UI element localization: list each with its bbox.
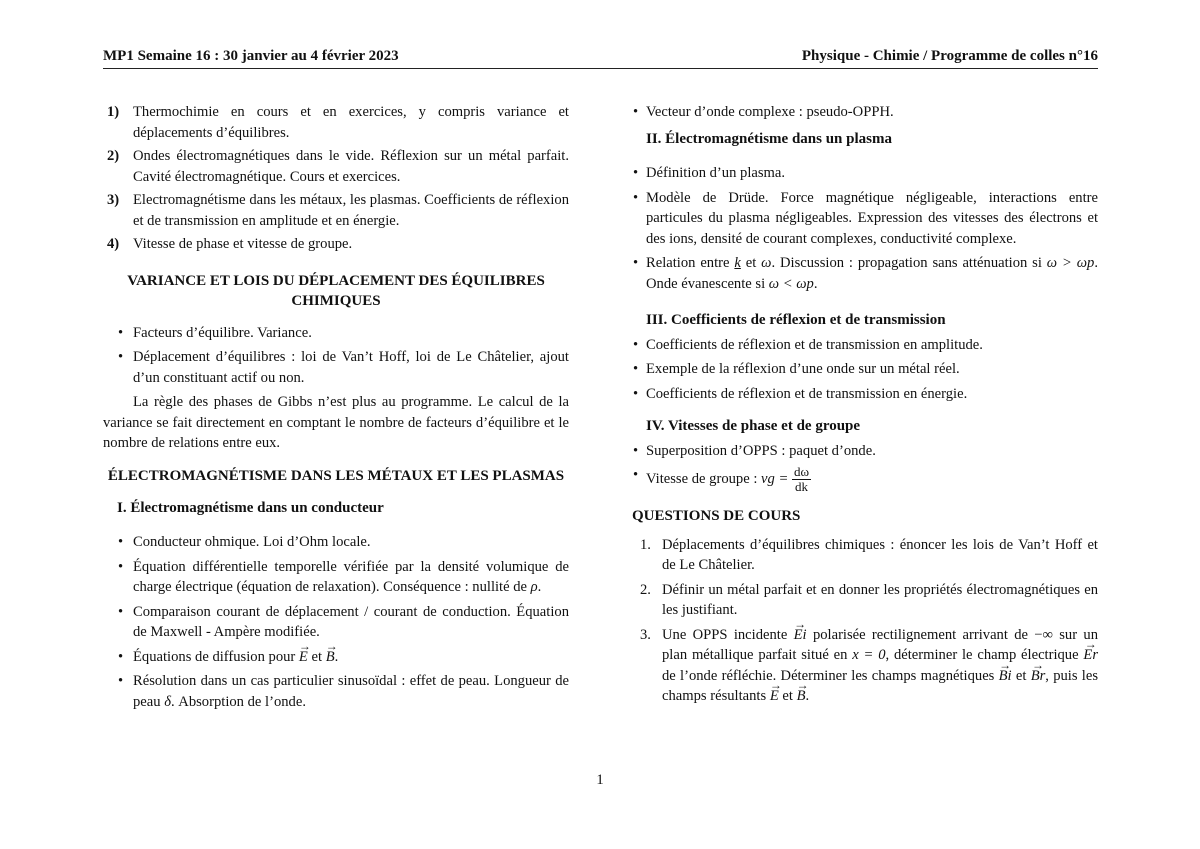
vector-Er: → Er xyxy=(1083,645,1098,666)
list-item: • Facteurs d’équilibre. Variance. xyxy=(103,323,569,344)
list-item: • Coefficients de réflexion et de transmission en amplitude. xyxy=(632,335,1098,356)
group-velocity-fraction: $\frac{d\omega}{dk}$ xyxy=(793,464,810,494)
vector-B-result: → B xyxy=(797,686,806,707)
question-item: 3. Une OPPS incidente → Ei polarisée rectilignement arrivant de −∞ sur un plan métallique parfait situé en x = 0, déterminer le champ électrique → Er de l’onde réfléchie. Déterminer les champs magnétiques → Bi et → Br, puis les champs résultants → E et → B. xyxy=(632,625,1098,707)
page-number: 1 xyxy=(596,772,604,788)
variance-list xyxy=(103,323,569,389)
subsection-conductor: I. Électromagnétisme dans un conducteur xyxy=(117,499,384,516)
page-header xyxy=(103,46,1098,69)
list-item: • Déplacement d’équilibres : loi de Van’t Hoff, loi de Le Châtelier, ajout d’un constituant actif ou non. xyxy=(103,347,569,388)
list-item: • Résolution dans un cas particulier sinusoïdal : effet de peau. Longueur de peau δ. Absorption de l’onde. xyxy=(103,671,569,712)
program-item: 3) Electromagnétisme dans les métaux, les plasmas. Coefficients de réflexion et de transmission en amplitude et en énergie. xyxy=(107,192,569,229)
program-item: 4) Vitesse de phase et vitesse de groupe. xyxy=(107,236,353,252)
list-item: • Vecteur d’onde complexe : pseudo-OPPH. xyxy=(632,102,1098,123)
vector-B: → B xyxy=(326,647,335,668)
plasma-list xyxy=(632,163,1098,294)
list-item: • Relation entre k et ω. Discussion : propagation sans atténuation si ω > ωp. Onde évanescente si ω < ωp. xyxy=(632,253,1098,294)
wavevector-list xyxy=(632,102,1098,123)
section-title-variance: VARIANCE ET LOIS DU DÉPLACEMENT DES ÉQUILIBRES CHIMIQUES xyxy=(127,272,545,309)
vector-Ei: → Ei xyxy=(794,625,807,646)
vector-E-result: → E xyxy=(770,686,779,707)
list-item: • Modèle de Drüde. Force magnétique négligeable, interactions entre particules du plasma négligeables. Expression des vitesses des électrons et des ions, densité de courant complexes, conductivité complexe. xyxy=(632,188,1098,250)
section-title-em: ÉLECTROMAGNÉTISME DANS LES MÉTAUX ET LES PLASMAS xyxy=(107,467,565,484)
program-item: 2) Ondes électromagnétiques dans le vide. Réflexion sur un métal parfait. Cavité électromagnétique. Cours et exercices. xyxy=(107,148,569,185)
list-item: • Vitesse de groupe : vg = $\frac{d\omega}{dk}$ xyxy=(632,465,1098,494)
vector-E: → E xyxy=(299,647,308,668)
subsection-velocities: IV. Vitesses de phase et de groupe xyxy=(646,418,861,434)
velocities-list xyxy=(632,441,1098,495)
list-item: • Coefficients de réflexion et de transmission en énergie. xyxy=(632,384,1098,405)
subsection-coefficients: III. Coefficients de réflexion et de transmission xyxy=(646,312,946,328)
header-right: Physique - Chimie / Programme de colles n°16 xyxy=(801,48,1098,64)
question-item: 2. Définir un métal parfait et en donner les propriétés électromagnétiques en les justifiant. xyxy=(640,581,1098,618)
right-column xyxy=(632,102,1098,711)
subsection-plasma: II. Électromagnétisme dans un plasma xyxy=(646,130,892,147)
list-item: • Exemple de la réflexion d’une onde sur un métal réel. xyxy=(632,359,1098,380)
conductor-list xyxy=(103,532,569,712)
left-column xyxy=(103,102,569,716)
questions-title: QUESTIONS DE COURS xyxy=(632,508,801,524)
variance-paragraph: La règle des phases de Gibbs n’est plus au programme. Le calcul de la variance se fait directement en comptant le nombre de facteurs d’équilibre et le nombre de relations entre eux. xyxy=(103,394,569,451)
program-item: 1) Thermochimie en cours et en exercices, y compris variance et déplacements d’équilibres. xyxy=(107,104,569,141)
question-item: 1. Déplacements d’équilibres chimiques : énoncer les lois de Van’t Hoff et de Le Châtelier. xyxy=(640,536,1098,573)
questions-list xyxy=(632,535,1098,707)
coefficients-list xyxy=(632,335,1098,405)
program-list xyxy=(103,102,569,255)
header-left: MP1 Semaine 16 : 30 janvier au 4 février 2023 xyxy=(103,48,399,64)
list-item: • Comparaison courant de déplacement / courant de conduction. Équation de Maxwell - Ampère modifiée. xyxy=(103,602,569,643)
list-item: • Superposition d’OPPS : paquet d’onde. xyxy=(632,441,1098,462)
vector-Br: → Br xyxy=(1031,666,1046,687)
vector-Bi: → Bi xyxy=(999,666,1012,687)
list-item: • Équations de diffusion pour → E et → B. xyxy=(103,647,569,668)
list-item: • Définition d’un plasma. xyxy=(632,163,1098,184)
list-item: • Équation différentielle temporelle vérifiée par la densité volumique de charge électrique (équation de relaxation). Conséquence : nullité de ρ. xyxy=(103,557,569,598)
list-item: • Conducteur ohmique. Loi d’Ohm locale. xyxy=(103,532,569,553)
